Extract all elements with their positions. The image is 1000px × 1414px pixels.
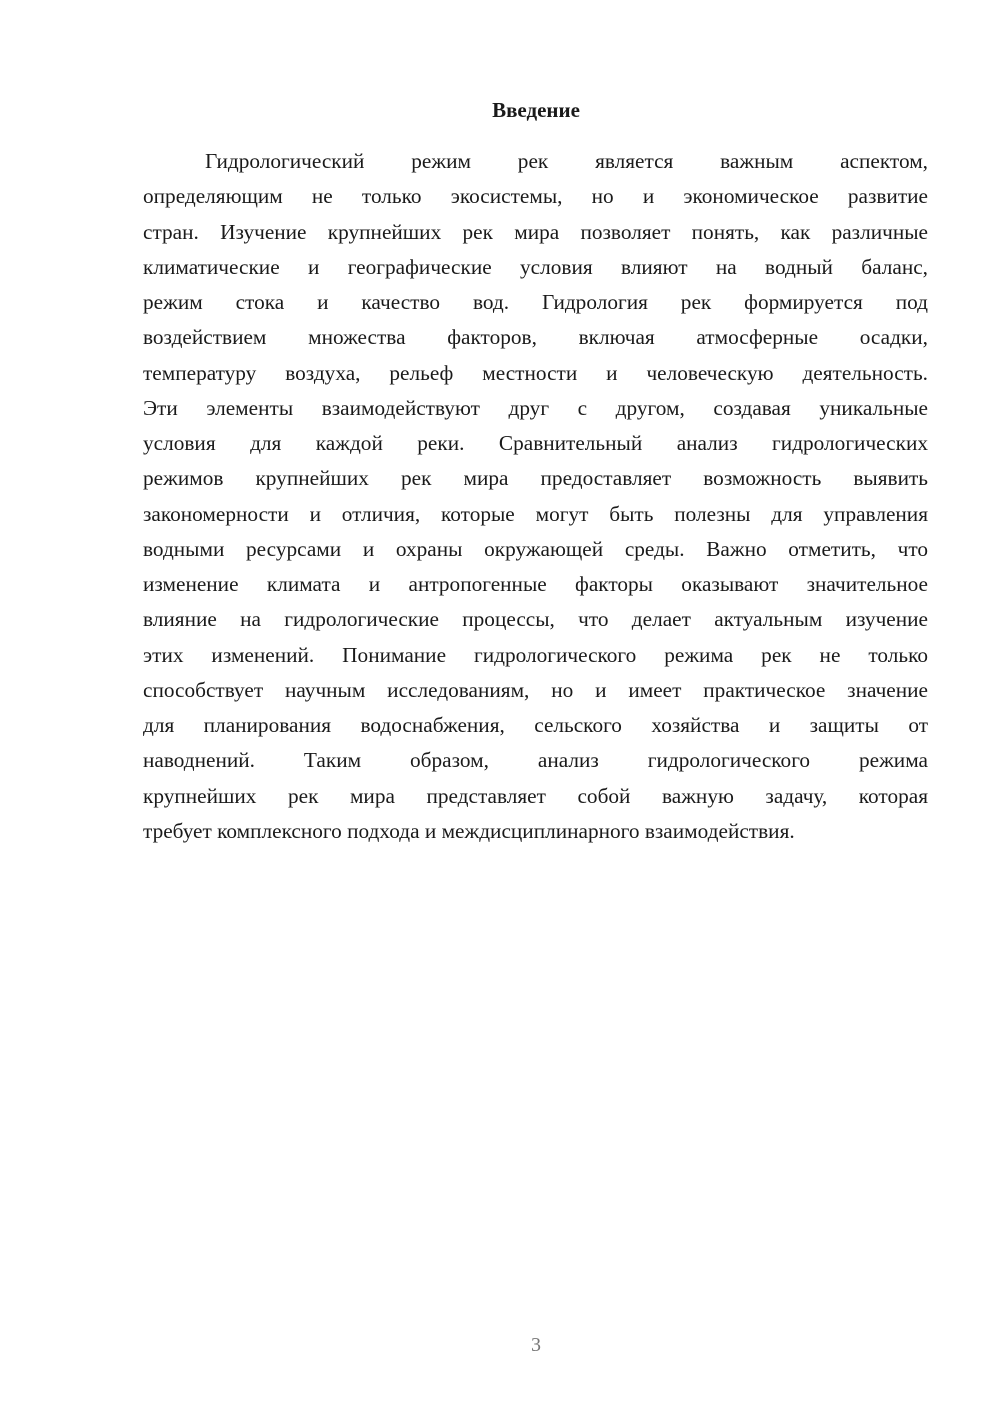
text-line: определяющим не только экосистемы, но и экономическое развитие [143, 184, 928, 209]
text-line: водными ресурсами и охраны окружающей среды. Важно отметить, что [143, 536, 928, 561]
text-line: температуру воздуха, рельеф местности и человеческую деятельность. [143, 360, 928, 385]
text-line: способствует научным исследованиям, но и имеет практическое значение [143, 677, 928, 702]
text-line: для планирования водоснабжения, сельского хозяйства и защиты от [143, 713, 928, 737]
text-line: Эти элементы взаимодействуют друг с другом, создавая уникальные [143, 395, 928, 420]
text-line: воздействием множества факторов, включая атмосферные осадки, [143, 325, 928, 350]
text-line: крупнейших рек мира представляет собой важную задачу, которая [143, 783, 928, 808]
page-number: 3 [531, 1334, 541, 1356]
text-line: режимов крупнейших рек мира предоставляет возможность выявить [143, 466, 928, 491]
body-paragraph [143, 144, 928, 849]
text-line: этих изменений. Понимание гидрологического режима рек не только [143, 642, 928, 667]
text-line: закономерности и отличия, которые могут быть полезны для управления [143, 501, 928, 526]
text-line: условия для каждой реки. Сравнительный анализ гидрологических [143, 431, 928, 455]
text-line: требует комплексного подхода и междисциплинарного взаимодействия. [143, 818, 795, 843]
text-line: Гидрологический режим рек является важным аспектом, [205, 149, 928, 173]
text-line: режим стока и качество вод. Гидрология рек формируется под [143, 290, 928, 314]
section-heading: Введение [492, 98, 580, 122]
text-line: наводнений. Таким образом, анализ гидрологического режима [143, 748, 928, 773]
text-line: климатические и географические условия влияют на водный баланс, [143, 254, 928, 279]
text-line: изменение климата и антропогенные факторы оказывают значительное [143, 572, 928, 596]
text-line: влияние на гидрологические процессы, что делает актуальным изучение [143, 607, 928, 632]
text-line: стран. Изучение крупнейших рек мира позволяет понять, как различные [143, 219, 928, 244]
